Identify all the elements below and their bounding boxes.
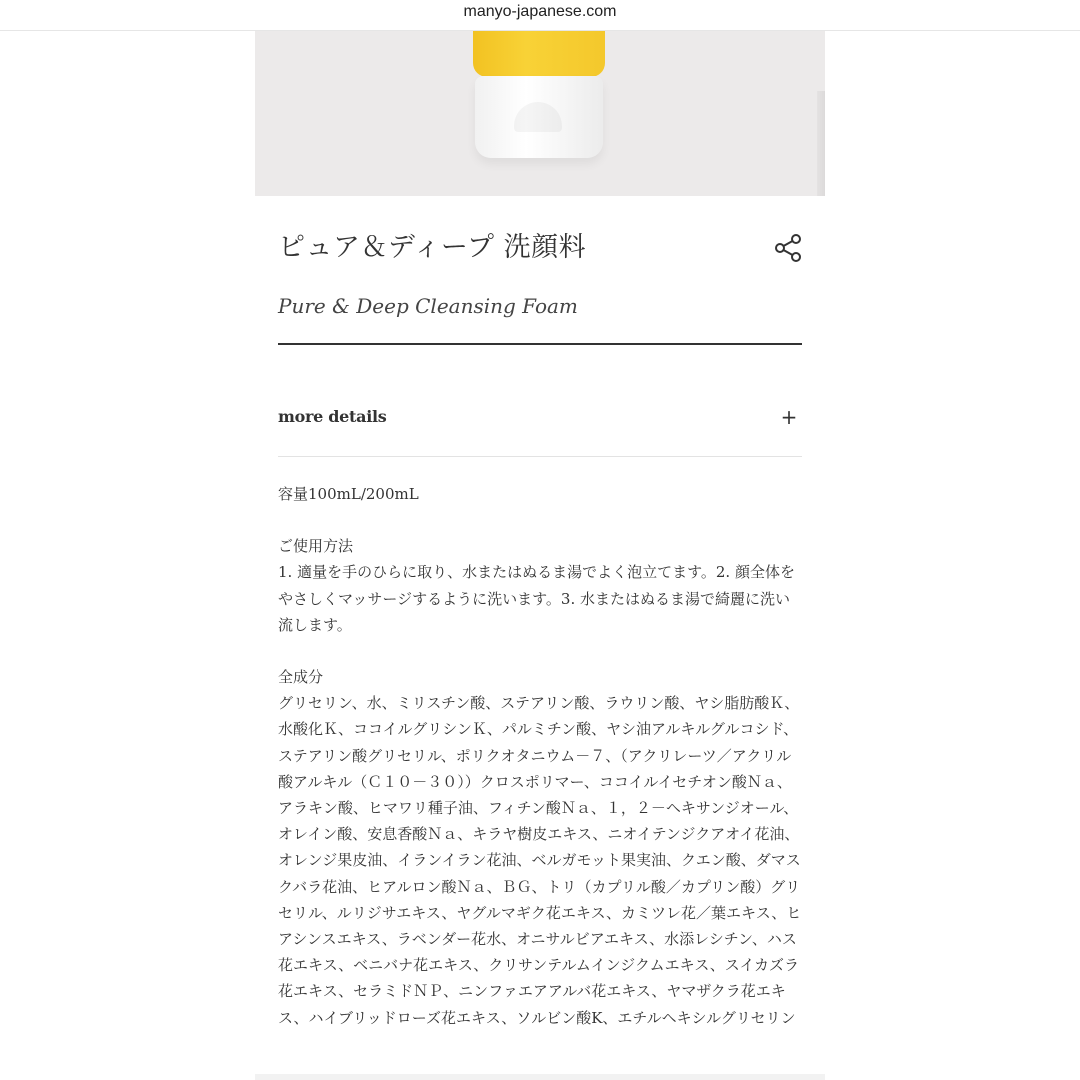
- usage-text: 1. 適量を手のひらに取り、水またはぬるま湯でよく泡立てます。2. 顔全体をやさしくマッサージするように洗います。3. 水またはぬるま湯で綺麗に洗い流します。: [278, 563, 795, 634]
- product-title: ピュア＆ディープ 洗顔料: [278, 232, 587, 263]
- share-icon[interactable]: [772, 232, 804, 264]
- divider-light: [278, 456, 802, 457]
- ingredients-text: グリセリン、水、ミリスチン酸、ステアリン酸、ラウリン酸、ヤシ脂肪酸Ｋ、水酸化Ｋ、ココイルグリシンＫ、パルミチン酸、ヤシ油アルキルグルコシド、ステアリン酸グリセリル、ポリクオタニウム－７、（アクリレーツ／アクリル酸アルキル（Ｃ１０－３０））クロスポリマー、ココイルイセチオン酸Ｎａ、アラキン酸、ヒマワリ種子油、フィチン酸Ｎａ、１，２－ヘキサンジオール、オレイン酸、安息香酸Ｎａ、キラヤ樹皮エキス、ニオイテンジクアオイ花油、オレンジ果皮油、イランイラン花油、ベルガモット果実油、クエン酸、ダマスクバラ花油、ヒアルロン酸Ｎａ、ＢＧ、トリ（カプリル酸／カプリン酸）グリセリル、ルリジサエキス、ヤグルマギク花エキス、カミツレ花／葉エキス、ヒアシンスエキス、ラベンダー花水、オニサルビアエキス、水添レシチン、ハス花エキス、ベニバナ花エキス、クリサンテルムインジクムエキス、スイカズラ花エキス、セラミドＮＰ、ニンファエアアルバ花エキス、ヤマザクラ花エキス、ハイブリッドローズ花エキス、ソルビン酸K、エチルヘキシルグリセリン: [278, 694, 802, 1027]
- ingredients-heading: 全成分: [278, 668, 324, 687]
- url-text: manyo-japanese.com: [463, 3, 617, 20]
- divider: [278, 343, 802, 345]
- tube-cap: [475, 76, 603, 158]
- product-image: [255, 31, 825, 196]
- plus-icon[interactable]: +: [780, 405, 798, 429]
- product-subtitle: Pure & Deep Cleansing Foam: [278, 294, 578, 318]
- product-description: [278, 481, 802, 1031]
- tube-body: [473, 31, 605, 77]
- volume-text: 容量100mL/200mL: [278, 485, 419, 503]
- title-row: [278, 228, 802, 268]
- address-bar[interactable]: [0, 0, 1080, 31]
- more-details-toggle[interactable]: [278, 402, 802, 432]
- usage-heading: ご使用方法: [278, 537, 354, 556]
- more-details-label: more details: [278, 407, 387, 426]
